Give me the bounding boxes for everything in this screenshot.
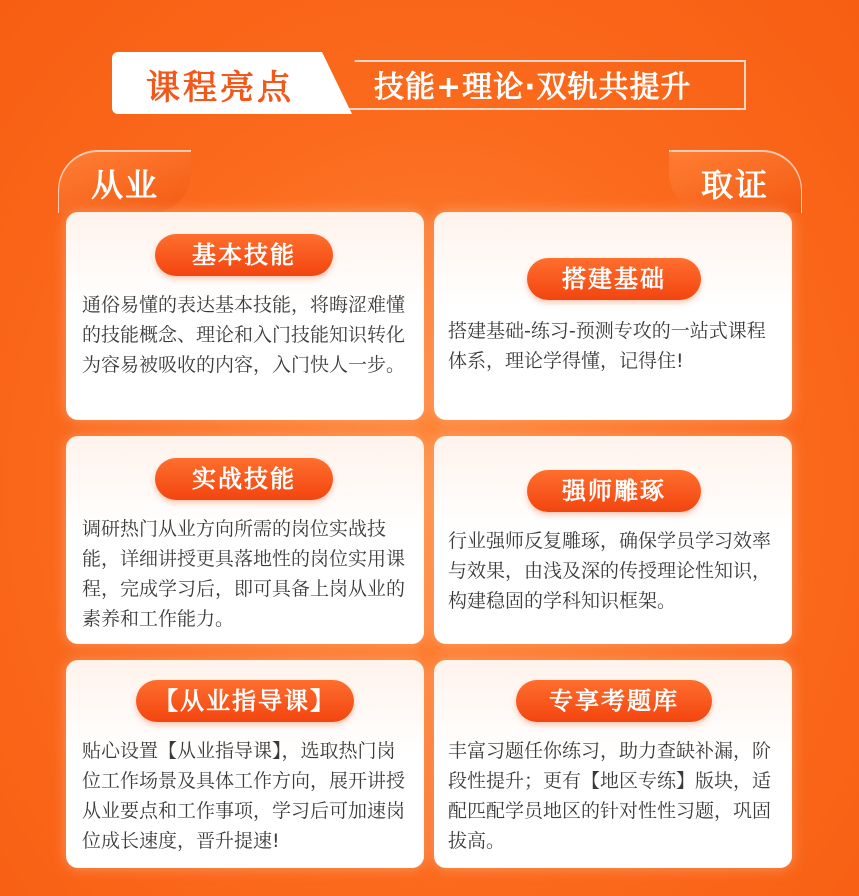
card-title-pill: 基本技能 xyxy=(155,234,333,276)
header-banner xyxy=(112,52,747,114)
card-practical-skills xyxy=(66,436,424,644)
card-teacher-polish xyxy=(434,436,792,644)
card-description: 通俗易懂的表达基本技能，将晦涩难懂的技能概念、理论和入门技能知识转化为容易被吸收的内容，入门快人一步。 xyxy=(82,294,406,376)
card-title-pill: 强师雕琢 xyxy=(527,470,701,512)
tab-congye xyxy=(58,150,191,213)
card-build-foundation xyxy=(434,212,792,420)
card-career-guidance xyxy=(66,660,424,868)
card-description: 调研热门从业方向所需的岗位实战技能，详细讲授更具落地性的岗位实用课程，完成学习后，即可具备上岗从业的素养和工作能力。 xyxy=(82,518,406,630)
card-title-pill: 实战技能 xyxy=(155,458,333,500)
tab-congye-label: 从业 xyxy=(90,166,159,204)
card-description: 搭建基础-练习-预测专攻的一站式课程体系，理论学得懂，记得住! xyxy=(448,320,766,372)
card-title-pill: 搭建基础 xyxy=(527,258,701,300)
banner-title: 课程亮点 xyxy=(146,68,294,108)
tab-quzheng-label: 取证 xyxy=(700,166,769,204)
card-basic-skills xyxy=(66,212,424,420)
card-title-pill: 【从业指导课】 xyxy=(136,680,354,722)
card-description: 丰富习题任你练习，助力查缺补漏，阶段性提升；更有【地区专练】版块，适配匹配学员地区的针对性性习题，巩固拔高。 xyxy=(448,740,772,852)
card-exam-bank xyxy=(434,660,792,868)
tab-quzheng xyxy=(669,150,802,213)
card-description: 贴心设置【从业指导课】，选取热门岗位工作场景及具体工作方向，展开讲授从业要点和工作事项，学习后可加速岗位成长速度，晋升提速! xyxy=(82,740,406,852)
card-description: 行业强师反复雕琢，确保学员学习效率与效果，由浅及深的传授理论性知识，构建稳固的学科知识框架。 xyxy=(448,530,772,612)
banner-subtitle: 技能+理论·双轨共提升 xyxy=(374,70,692,105)
card-title-pill: 专享考题库 xyxy=(516,680,712,722)
